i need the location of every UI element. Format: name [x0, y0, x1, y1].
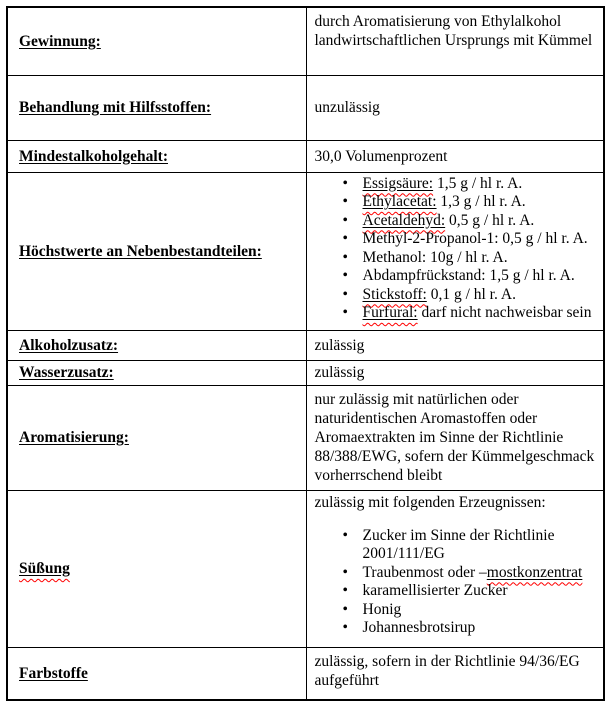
misspelled-term: Acetaldehyd: [362, 211, 446, 229]
misspelled-label: Süßung [19, 560, 70, 577]
row-label-text: Aromatisierung: [19, 429, 129, 446]
list-item [339, 601, 598, 620]
row-value-suessung [306, 490, 604, 647]
misspelled-term: Ethylacetat: [362, 193, 437, 210]
row-label-text: Farbstoffe [19, 664, 88, 682]
row-label-text: Gewinnung: [19, 32, 101, 50]
list-item [339, 175, 598, 194]
misspelled-term: Essigsäure: [362, 174, 434, 192]
table-row [7, 7, 604, 75]
list-item-text: Zucker im Sinne der Richtlinie 2001/111/EG [362, 526, 555, 562]
misspelled-term: Furfural: [362, 304, 418, 321]
table-row [7, 330, 604, 360]
nebenbestandteile-list [315, 175, 600, 323]
row-label-text: Wasserzusatz: [19, 364, 114, 381]
table-row [7, 385, 604, 490]
row-value-text: nur zulässig mit natürlichen oder naturidentischen Aromastoffen oder Aromaextrakten im Sinne der Richtlinie 88/388/EWG, sofern der Kümmelgeschmack vorherrschend bleibt [314, 390, 595, 484]
list-item [339, 267, 598, 286]
table-row [7, 490, 604, 647]
suessung-intro: zulässig mit folgenden Erzeugnissen: [314, 493, 546, 511]
row-value-gewinnung [306, 7, 604, 75]
list-item-text: 1,5 g / hl r. A. [433, 174, 523, 192]
list-item [339, 193, 598, 212]
row-label-farbstoffe [7, 647, 306, 700]
row-value-hoechstwerte [306, 172, 604, 330]
list-item [339, 286, 598, 305]
row-label-wasserzusatz [7, 360, 306, 385]
row-value-alkoholzusatz [306, 330, 604, 360]
row-value-text: zulässig [314, 336, 365, 354]
list-item [339, 249, 598, 268]
row-label-hoechstwerte [7, 172, 306, 330]
list-item-text: 1,3 g / hl r. A. [436, 193, 526, 210]
row-value-text: durch Aromatisierung von Ethylalkohol landwirtschaftlichen Ursprungs mit Kümmel [314, 13, 593, 49]
row-value-text: unzulässig [314, 99, 380, 116]
list-item-text: Methanol: 10g / hl r. A. [362, 248, 508, 266]
row-label-alkoholzusatz [7, 330, 306, 360]
row-value-mindestalkoholgehalt [306, 140, 604, 172]
misspelled-term: Stickstoff: [362, 285, 427, 303]
list-item-text: Johannesbrotsirup [362, 619, 476, 636]
list-item-text: karamellisierter Zucker [362, 582, 508, 599]
row-value-aromatisierung [306, 385, 604, 490]
list-item [339, 527, 598, 564]
row-label-gewinnung [7, 7, 306, 75]
row-label-text: Behandlung mit Hilfsstoffen: [19, 99, 212, 116]
row-value-behandlung [306, 75, 604, 140]
list-item [339, 212, 598, 231]
list-item-text: Traubenmost oder – [362, 563, 487, 581]
table-row [7, 647, 604, 700]
row-label-suessung [7, 490, 306, 647]
list-item [339, 582, 598, 601]
list-item-text: Methyl-2-Propanol-1: 0,5 g / hl r. A. [362, 230, 588, 247]
list-item [339, 564, 598, 583]
row-value-text: 30,0 Volumenprozent [314, 147, 448, 165]
spec-table [6, 6, 605, 701]
list-item-text: 0,5 g / hl r. A. [445, 211, 535, 229]
row-label-text: Höchstwerte an Nebenbestandteilen: [19, 242, 262, 260]
row-label-text: Alkoholzusatz: [19, 336, 119, 354]
row-label-mindestalkoholgehalt [7, 140, 306, 172]
row-value-text: zulässig [314, 364, 365, 381]
list-item [339, 304, 598, 323]
row-label-behandlung [7, 75, 306, 140]
table-row [7, 140, 604, 172]
list-item-text: Abdampfrückstand: 1,5 g / hl r. A. [362, 267, 575, 284]
misspelled-term: mostkonzentrat [486, 563, 583, 581]
suessung-list [315, 527, 600, 638]
row-label-text: Mindestalkoholgehalt: [19, 147, 168, 165]
list-item-text: darf nicht nachweisbar sein [417, 304, 592, 321]
table-row [7, 360, 604, 385]
row-label-aromatisierung [7, 385, 306, 490]
list-item [339, 619, 598, 638]
row-value-farbstoffe [306, 647, 604, 700]
row-value-wasserzusatz [306, 360, 604, 385]
list-item-text: Honig [362, 600, 402, 618]
list-item-text: 0,1 g / hl r. A. [426, 285, 516, 303]
list-item [339, 230, 598, 249]
table-row [7, 75, 604, 140]
table-row [7, 172, 604, 330]
row-value-text: zulässig, sofern in der Richtlinie 94/36/EG aufgeführt [314, 652, 580, 689]
